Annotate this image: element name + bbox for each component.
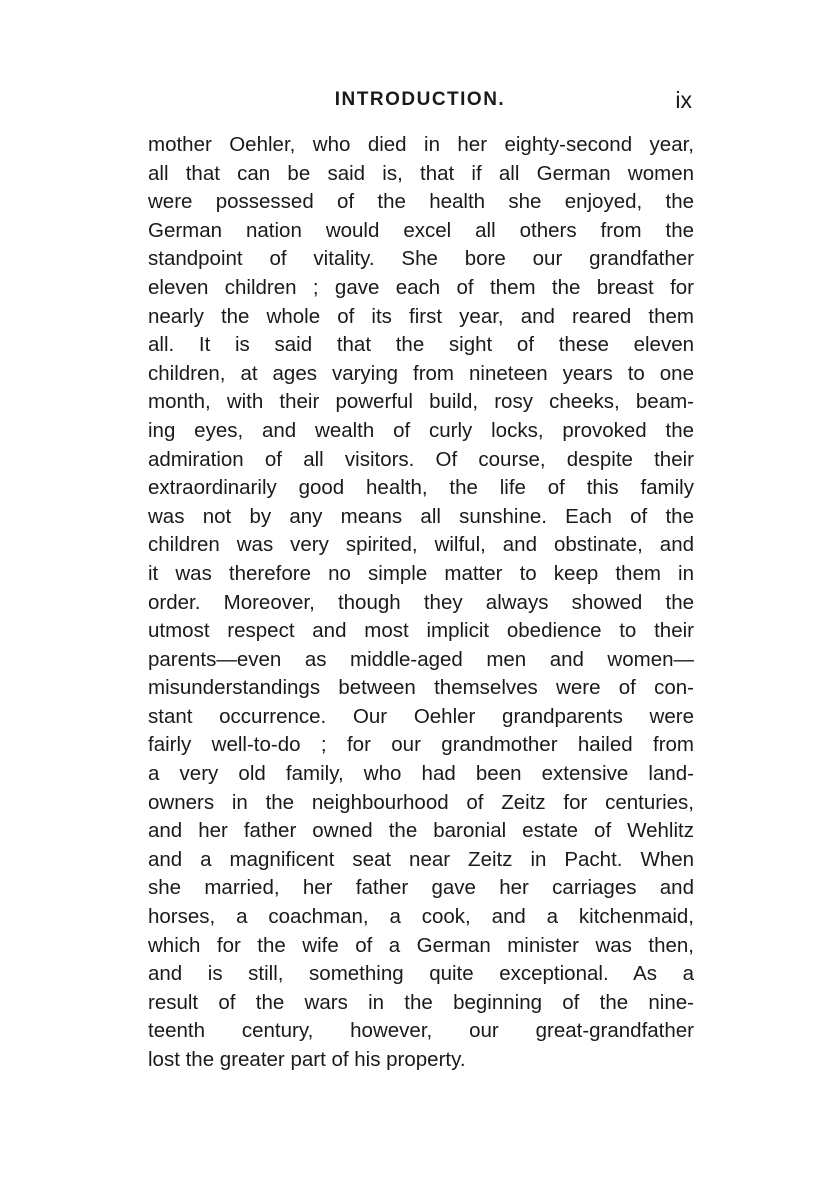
text-line: order. Moreover, though they always showed the	[148, 590, 694, 614]
text-line: standpoint of vitality. She bore our grandfather	[148, 247, 694, 271]
text-line: was not by any means all sunshine. Each of the	[148, 504, 694, 528]
text-line: month, with their powerful build, rosy cheeks, beam-	[148, 390, 694, 414]
text-line: extraordinarily good health, the life of this family	[148, 476, 694, 500]
text-line: horses, a coachman, a cook, and a kitchenmaid,	[148, 905, 694, 929]
text-line: all. It is said that the sight of these eleven	[148, 333, 694, 357]
text-line: ing eyes, and wealth of curly locks, provoked the	[148, 418, 694, 442]
text-line: German nation would excel all others from the	[148, 218, 694, 242]
text-line: it was therefore no simple matter to keep them in	[148, 561, 694, 585]
running-head	[148, 84, 692, 116]
text-line: children, at ages varying from nineteen years to one	[148, 361, 694, 385]
text-line: teenth century, however, our great-grandfather	[148, 1019, 694, 1043]
text-line: misunderstandings between themselves were of con-	[148, 676, 694, 700]
text-line: which for the wife of a German minister was then,	[148, 933, 694, 957]
text-line: she married, her father gave her carriages and	[148, 876, 694, 900]
text-line: and her father owned the baronial estate of Wehlitz	[148, 819, 694, 843]
text-line: fairly well-to-do ; for our grandmother hailed from	[148, 733, 694, 757]
text-line: were possessed of the health she enjoyed, the	[148, 190, 694, 214]
text-line: parents—even as middle-aged men and women—	[148, 647, 694, 671]
text-line-last: lost the greater part of his property.	[148, 1048, 466, 1071]
text-line: all that can be said is, that if all German women	[148, 161, 694, 185]
text-line: mother Oehler, who died in her eighty-second year,	[148, 133, 694, 156]
text-line: utmost respect and most implicit obedience to their	[148, 619, 694, 643]
text-line: owners in the neighbourhood of Zeitz for centuries,	[148, 790, 694, 814]
body-paragraph	[148, 131, 694, 1075]
running-head-title: INTRODUCTION.	[334, 89, 506, 110]
text-line: admiration of all visitors. Of course, despite their	[148, 447, 694, 471]
page-number: ix	[675, 87, 692, 113]
text-line: nearly the whole of its first year, and reared them	[148, 304, 694, 328]
text-line: and is still, something quite exceptional. As a	[148, 962, 694, 986]
text-line: a very old family, who had been extensive land-	[148, 762, 694, 786]
text-line: eleven children ; gave each of them the breast for	[148, 275, 694, 299]
text-line: children was very spirited, wilful, and obstinate, and	[148, 533, 694, 557]
text-line: and a magnificent seat near Zeitz in Pacht. When	[148, 847, 694, 871]
text-line: stant occurrence. Our Oehler grandparents were	[148, 704, 694, 728]
text-line: result of the wars in the beginning of the nine-	[148, 990, 694, 1014]
